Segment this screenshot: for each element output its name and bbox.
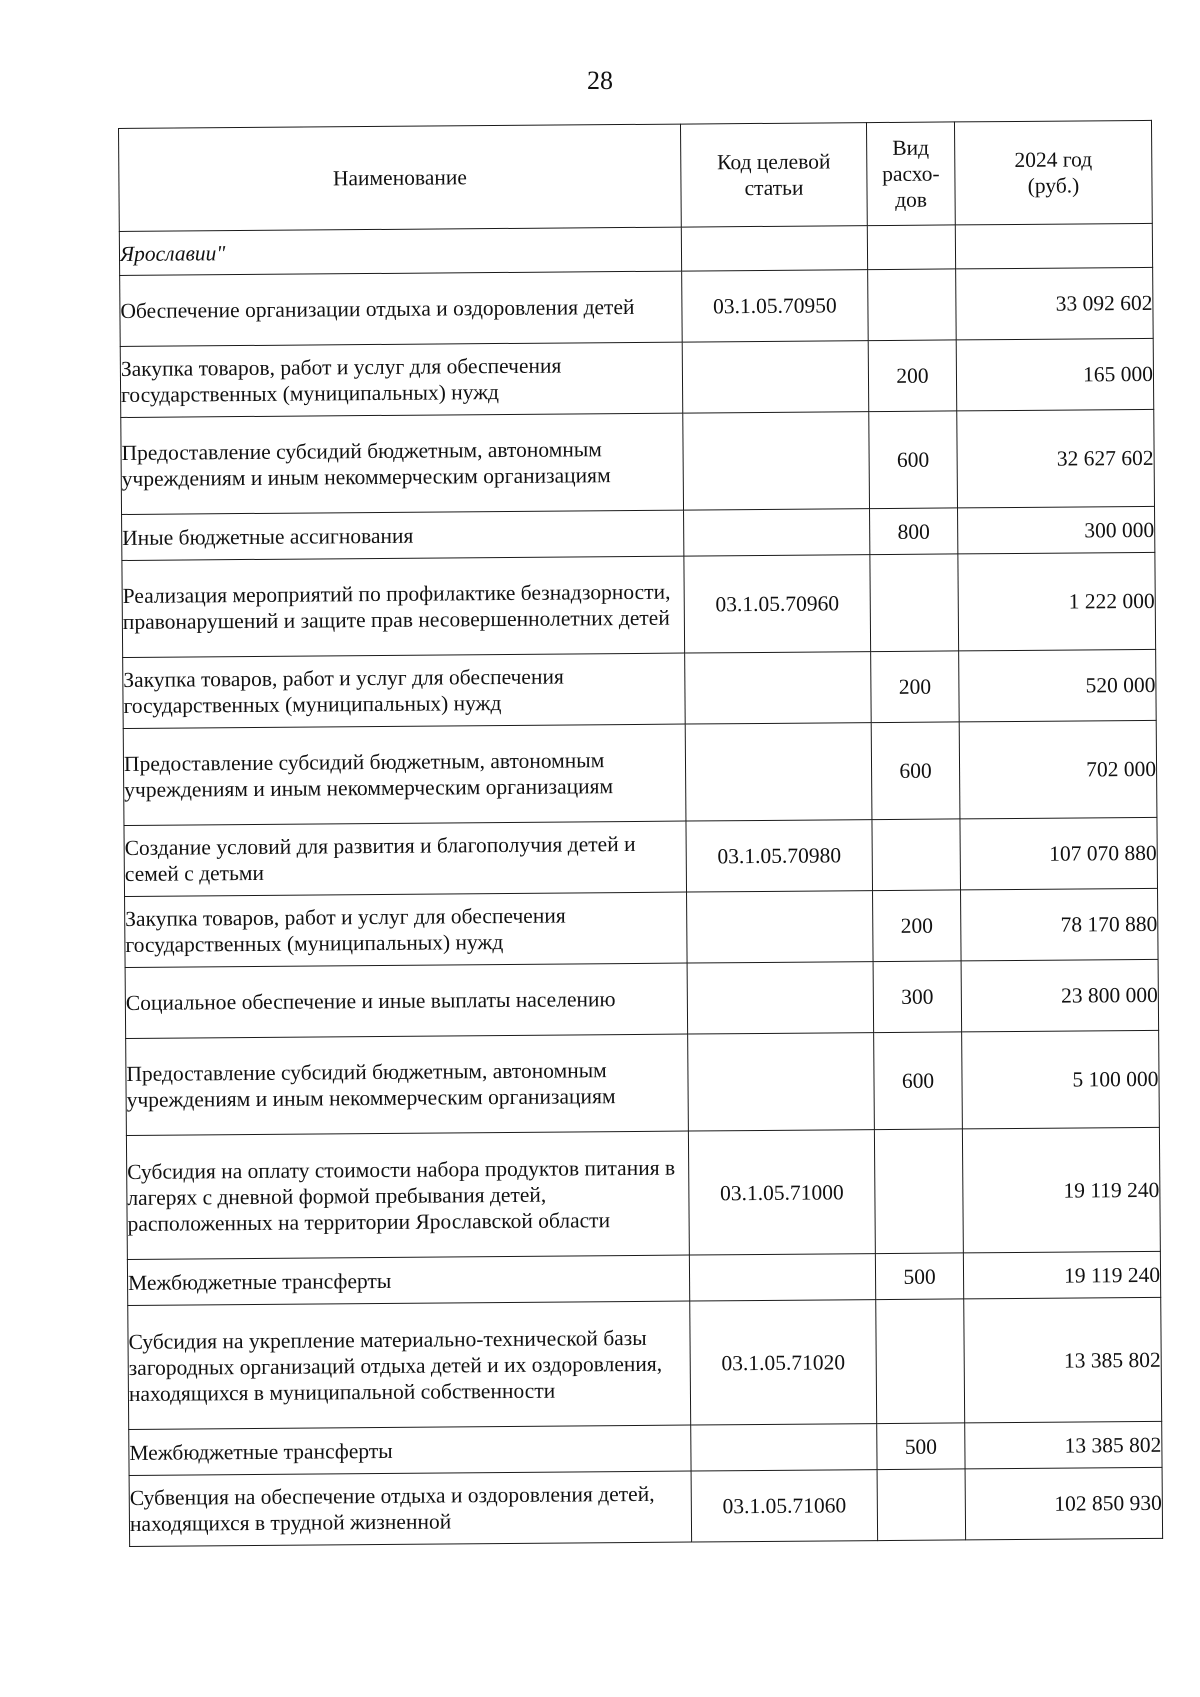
row-code: 03.1.05.71000 <box>688 1130 875 1255</box>
table-row <box>122 506 1155 560</box>
row-sum: 13 385 802 <box>964 1297 1162 1423</box>
header-type-line-3: дов <box>895 187 928 212</box>
row-sum <box>955 223 1152 269</box>
row-sum: 702 000 <box>959 720 1157 819</box>
row-type: 200 <box>873 890 962 962</box>
row-sum: 19 119 240 <box>962 1127 1160 1253</box>
row-sum: 107 070 880 <box>960 817 1158 890</box>
table-row <box>124 817 1158 896</box>
table-row <box>123 720 1157 825</box>
row-sum: 23 800 000 <box>961 959 1159 1032</box>
row-type: 600 <box>874 1032 963 1130</box>
budget-table-wrapper <box>118 120 1163 1547</box>
row-type <box>870 554 959 652</box>
row-type: 500 <box>877 1423 965 1470</box>
table-row <box>123 649 1157 728</box>
header-sum-line-1: 2024 год <box>1014 147 1093 172</box>
row-type <box>874 1129 963 1254</box>
table-row <box>121 409 1155 514</box>
table-body <box>119 223 1162 1546</box>
row-code: 03.1.05.70950 <box>682 270 869 342</box>
row-name: Субвенция на обеспечение отдыха и оздоровления детей, находящихся в трудной жизненной <box>129 1471 692 1546</box>
table-row <box>120 267 1154 346</box>
row-code: 03.1.05.71060 <box>691 1470 878 1542</box>
row-sum: 300 000 <box>958 506 1155 554</box>
row-code <box>684 509 870 556</box>
row-code <box>685 723 872 821</box>
header-name-text: Наименование <box>332 165 467 191</box>
row-name: Ярославии" <box>119 227 681 275</box>
row-type: 500 <box>875 1253 963 1300</box>
row-type <box>877 1469 966 1541</box>
row-code: 03.1.05.70960 <box>684 555 871 653</box>
row-name: Межбюджетные трансферты <box>127 1255 689 1305</box>
row-name: Социальное обеспечение и иные выплаты населению <box>125 963 688 1038</box>
row-sum: 5 100 000 <box>962 1030 1160 1129</box>
header-type-line-1: Вид <box>892 135 930 160</box>
row-sum: 33 092 602 <box>956 267 1154 340</box>
row-name: Иные бюджетные ассигнования <box>122 510 684 560</box>
header-row <box>119 120 1153 231</box>
row-sum: 165 000 <box>956 338 1154 411</box>
table-row <box>129 1467 1163 1546</box>
row-name: Предоставление субсидий бюджетным, автономным учреждениям и иным некоммерческим организациям <box>126 1034 689 1135</box>
table-row <box>129 1421 1162 1475</box>
row-name: Закупка товаров, работ и услуг для обеспечения государственных (муниципальных) нужд <box>125 892 688 967</box>
row-name: Межбюджетные трансферты <box>129 1425 691 1475</box>
row-sum: 1 222 000 <box>958 552 1156 651</box>
row-type: 200 <box>868 340 957 412</box>
row-name: Обеспечение организации отдыха и оздоровления детей <box>120 271 683 346</box>
table-row <box>126 1127 1160 1259</box>
row-sum: 520 000 <box>959 649 1157 722</box>
table-row <box>122 552 1156 657</box>
row-code <box>691 1424 877 1471</box>
row-type <box>876 1299 965 1424</box>
budget-table <box>118 120 1163 1547</box>
row-sum: 102 850 930 <box>965 1467 1163 1540</box>
table-row <box>125 959 1159 1038</box>
row-type: 600 <box>869 411 958 509</box>
table-row <box>127 1251 1160 1305</box>
row-code <box>687 962 874 1034</box>
row-sum: 19 119 240 <box>963 1251 1160 1299</box>
row-code: 03.1.05.71020 <box>690 1300 877 1425</box>
row-name: Субсидия на оплату стоимости набора продуктов питания в лагерях с дневной формой пребывания детей, расположенных на территории Ярославской области <box>126 1131 689 1259</box>
row-name: Реализация мероприятий по профилактике безнадзорности, правонарушений и защите прав несовершеннолетних детей <box>122 556 685 657</box>
row-code <box>685 652 872 724</box>
header-type <box>866 122 955 226</box>
header-sum <box>954 120 1152 225</box>
row-type: 600 <box>871 722 960 820</box>
header-code-line-1: Код целевой <box>717 149 831 175</box>
row-code <box>682 341 869 413</box>
row-code <box>687 891 874 963</box>
row-sum: 78 170 880 <box>961 888 1159 961</box>
row-type <box>872 819 961 891</box>
header-name <box>119 124 682 231</box>
table-row <box>120 338 1154 417</box>
row-type: 200 <box>871 651 960 723</box>
row-type <box>867 225 955 270</box>
row-name: Предоставление субсидий бюджетным, автономным учреждениям и иным некоммерческим организациям <box>121 413 684 514</box>
row-name: Закупка товаров, работ и услуг для обеспечения государственных (муниципальных) нужд <box>120 342 683 417</box>
table-row <box>128 1297 1162 1429</box>
row-type <box>868 269 957 341</box>
row-code <box>689 1254 875 1301</box>
row-name: Субсидия на укрепление материально-технической базы загородных организаций отдыха детей и их оздоровления, находящихся в муниципальной собственности <box>128 1301 691 1429</box>
header-type-line-2: расхо- <box>882 161 940 186</box>
row-sum: 32 627 602 <box>957 409 1155 508</box>
row-code <box>688 1033 875 1131</box>
table-row <box>125 888 1159 967</box>
row-name: Закупка товаров, работ и услуг для обеспечения государственных (муниципальных) нужд <box>123 653 686 728</box>
row-type: 300 <box>873 961 962 1033</box>
table-header <box>119 120 1153 231</box>
row-code <box>681 226 867 271</box>
table-row <box>126 1030 1160 1135</box>
header-code <box>680 123 867 227</box>
header-sum-line-2: (руб.) <box>1027 173 1080 198</box>
row-name: Создание условий для развития и благополучия детей и семей с детьми <box>124 821 687 896</box>
header-code-line-2: статьи <box>744 175 804 201</box>
row-type: 800 <box>870 508 958 555</box>
row-code <box>683 412 870 510</box>
row-name: Предоставление субсидий бюджетным, автономным учреждениям и иным некоммерческим организациям <box>123 724 686 825</box>
row-sum: 13 385 802 <box>965 1421 1162 1469</box>
row-code: 03.1.05.70980 <box>686 820 873 892</box>
page-number: 28 <box>587 66 613 95</box>
